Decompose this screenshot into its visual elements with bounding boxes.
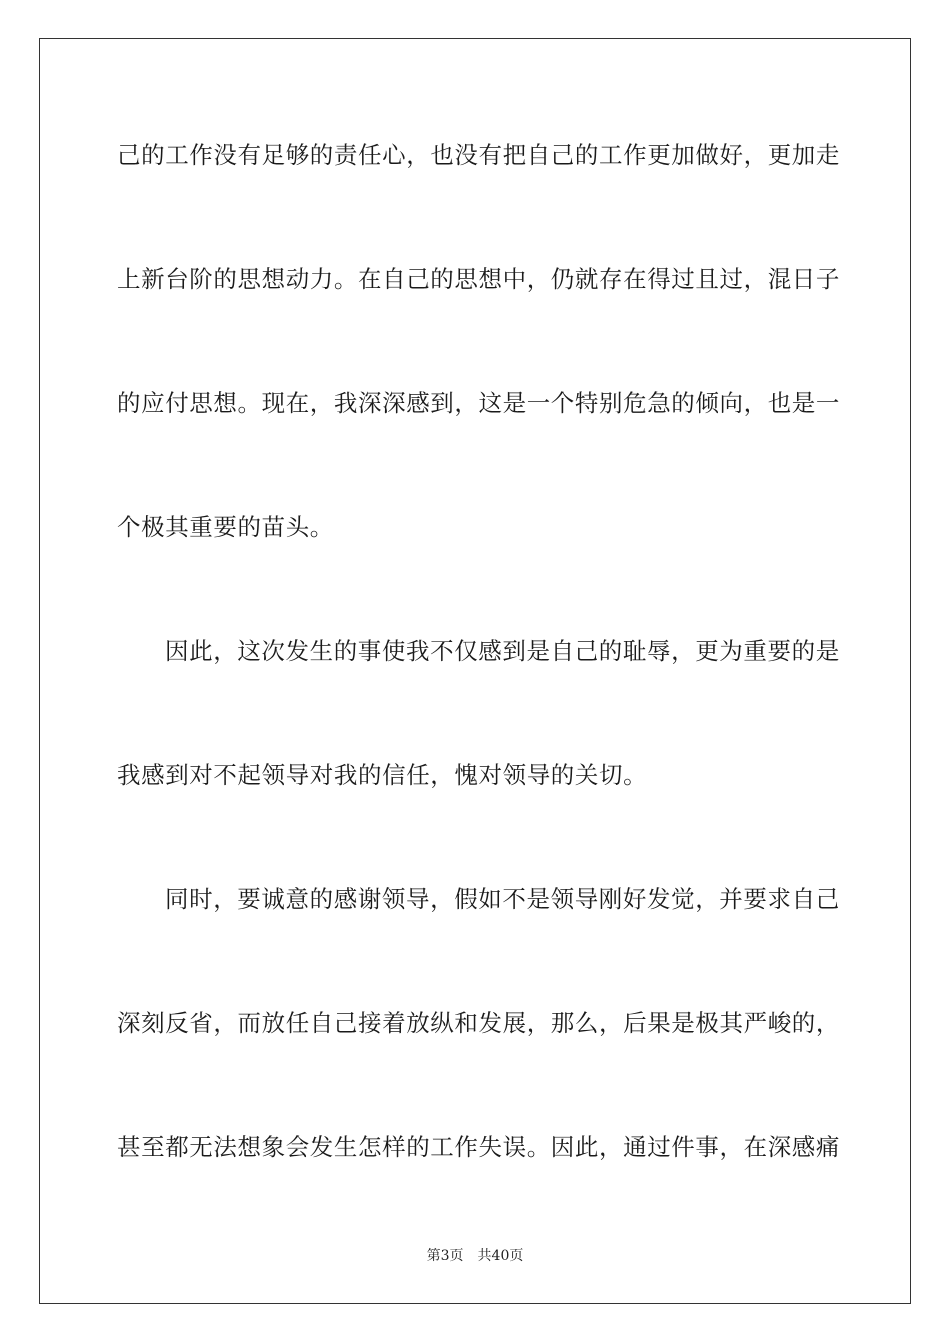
page-footer: [0, 1247, 950, 1265]
text-line-4: 个极其重要的苗头。: [117, 513, 334, 541]
total-pages: 共40页: [477, 1248, 524, 1264]
page-number: 第3页: [426, 1248, 464, 1264]
text-line-2: 上新台阶的思想动力。在自己的思想中，仍就存在得过且过，混日子: [117, 265, 840, 293]
text-line-3: 的应付思想。现在，我深深感到，这是一个特别危急的倾向，也是一: [117, 389, 840, 417]
text-line-9: 甚至都无法想象会发生怎样的工作失误。因此，通过件事，在深感痛: [117, 1133, 840, 1161]
text-line-5: 因此，这次发生的事使我不仅感到是自己的耻辱，更为重要的是: [165, 637, 840, 665]
text-line-8: 深刻反省，而放任自己接着放纵和发展，那么，后果是极其严峻的，: [117, 1009, 840, 1037]
text-line-6: 我感到对不起领导对我的信任，愧对领导的关切。: [117, 761, 648, 789]
page-border: [39, 38, 911, 1304]
text-line-1: 己的工作没有足够的责任心，也没有把自己的工作更加做好，更加走: [117, 141, 840, 169]
text-line-7: 同时，要诚意的感谢领导，假如不是领导刚好发觉，并要求自己: [165, 885, 840, 913]
